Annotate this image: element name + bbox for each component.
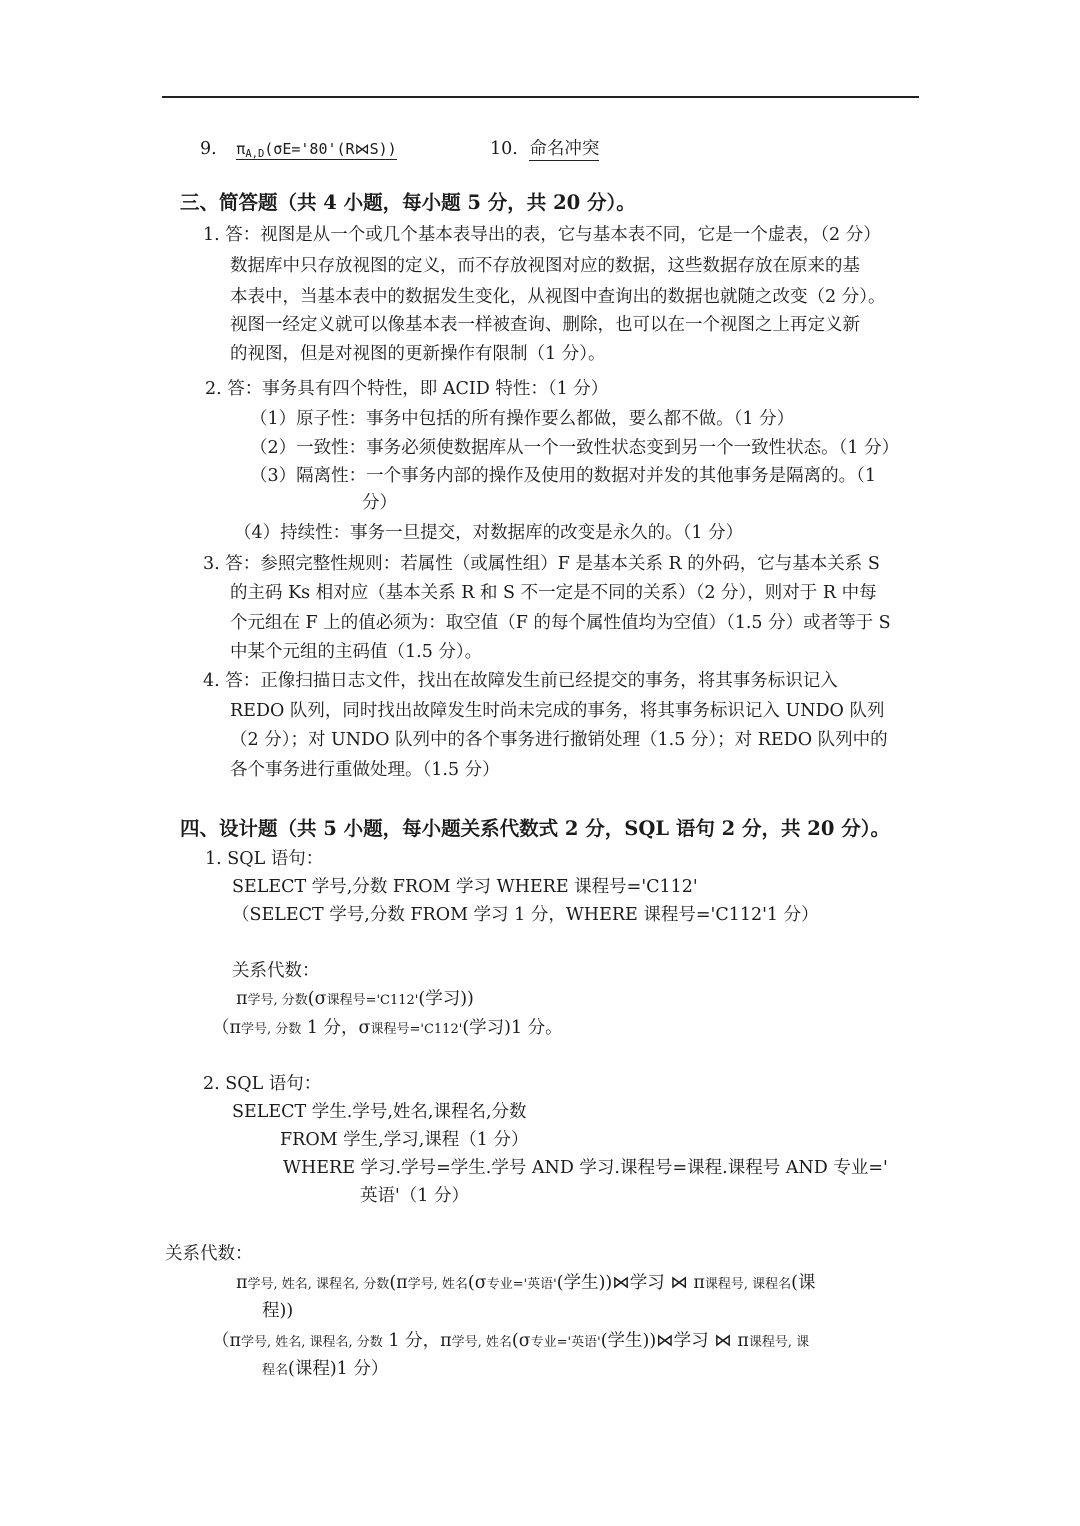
s4-q1-ra-expression: π学号, 分数(σ课程号='C112'(学习)) — [236, 989, 474, 1009]
s3-a1-line4: 视图一经定义就可以像基本表一样被查询、删除，也可以在一个视图之上再定义新 — [230, 315, 860, 335]
q9-number: 9. — [200, 139, 217, 159]
s4-q1-ra-score: （π学号, 分数 1 分，σ课程号='C112'(学习)1 分。 — [212, 1018, 563, 1038]
s4-q1-sql: SELECT 学号,分数 FROM 学习 WHERE 课程号='C112' — [232, 877, 698, 897]
s3-a4-line3: （2 分）；对 UNDO 队列中的各个事务进行撤销处理（1.5 分）；对 REDO 队列中的 — [230, 730, 888, 750]
section3-title: 三、简答题（共 4 小题，每小题 5 分，共 20 分）。 — [180, 191, 636, 214]
s3-a1-line3: 本表中，当基本表中的数据发生变化，从视图中查询出的数据也就随之改变（2 分）。 — [230, 287, 886, 307]
s3-a3-line1: 3. 答：参照完整性规则：若属性（或属性组）F 是基本关系 R 的外码，它与基本关系 S — [203, 554, 880, 574]
s4-q2-sql-line2: FROM 学生,学习,课程（1 分） — [280, 1130, 529, 1150]
s3-a1-line1: 1. 答：视图是从一个或几个基本表导出的表，它与基本表不同，它是一个虚表，（2 分） — [203, 225, 881, 245]
s3-a4-line2: REDO 队列，同时找出故障发生时尚未完成的事务，将其事务标识记入 UNDO 队列 — [230, 701, 885, 721]
s3-a4-line4: 各个事务进行重做处理。（1.5 分） — [230, 760, 500, 780]
s4-q1-sql-score: （SELECT 学号,分数 FROM 学习 1 分，WHERE 课程号='C112'1 分） — [232, 905, 819, 925]
s3-a2-line2: （1）原子性：事务中包括的所有操作要么都做，要么都不做。（1 分） — [250, 409, 795, 429]
s4-q2-sql-line3: WHERE 学习.学号=学生.学号 AND 学习.课程号=课程.课程号 AND 专业=' — [283, 1158, 888, 1178]
header-rule — [162, 96, 919, 98]
s3-a2-line5: 分） — [362, 493, 397, 513]
join-symbol: ⋈ — [656, 1331, 674, 1351]
join-symbol: ⋈ — [714, 1331, 732, 1351]
q9-expression: $\pi_{A,D}(\sigma E='80'(R⋈S))$ — [236, 140, 397, 160]
s3-a2-line3: （2）一致性：事务必须使数据库从一个一致性状态变到另一个一致性状态。（1 分） — [250, 438, 900, 458]
s4-q1-ra-label: 关系代数： — [232, 961, 320, 981]
s4-q2-sql-line4: 英语'（1 分） — [360, 1186, 470, 1206]
join-symbol: ⋈ — [612, 1273, 630, 1293]
s4-q2-sql-line1: SELECT 学生.学号,姓名,课程名,分数 — [232, 1102, 527, 1122]
s4-q1-label: 1. SQL 语句： — [205, 849, 324, 869]
s4-q2-ra-score-line2: 程名(课程)1 分） — [262, 1359, 389, 1379]
s3-a2-line4: （3）隔离性：一个事务内部的操作及使用的数据对并发的其他事务是隔离的。（1 — [250, 466, 877, 486]
s3-a3-line2: 的主码 Ks 相对应（基本关系 R 和 S 不一定是不同的关系）（2 分），则对于 R 中每 — [230, 583, 877, 603]
section4-title: 四、设计题（共 5 小题，每小题关系代数式 2 分，SQL 语句 2 分，共 20 分）。 — [180, 817, 890, 840]
s3-a3-line4: 中某个元组的主码值（1.5 分）。 — [230, 642, 483, 662]
s3-a3-line3: 个元组在 F 上的值必须为：取空值（F 的每个属性值均为空值）（1.5 分）或者等于 S — [230, 613, 891, 633]
s4-q2-ra-line1: π学号, 姓名, 课程名, 分数(π学号, 姓名(σ专业='英语'(学生))⋈学习 ⋈ π课程号, 课程名(课 — [236, 1273, 816, 1293]
s4-q2-label: 2. SQL 语句： — [203, 1074, 322, 1094]
s3-a1-line5: 的视图，但是对视图的更新操作有限制（1 分）。 — [230, 344, 606, 364]
s4-q2-ra-score-line1: （π学号, 姓名, 课程名, 分数 1 分，π学号, 姓名(σ专业='英语'(学生))⋈学习 ⋈ π课程号, 课 — [212, 1331, 810, 1351]
s3-a1-line2: 数据库中只存放视图的定义，而不存放视图对应的数据，这些数据存放在原来的基 — [230, 256, 860, 276]
join-symbol: ⋈ — [670, 1273, 688, 1293]
s3-a4-line1: 4. 答：正像扫描日志文件，找出在故障发生前已经提交的事务，将其事务标识记入 — [203, 671, 838, 691]
s3-a2-line1: 2. 答：事务具有四个特性，即 ACID 特性：（1 分） — [205, 379, 609, 399]
s4-q2-ra-label: 关系代数： — [165, 1244, 253, 1264]
q10-text: 命名冲突 — [529, 139, 600, 159]
s4-q2-ra-line2: 程)) — [262, 1301, 294, 1321]
q10-answer — [490, 138, 599, 160]
q9-answer — [200, 138, 397, 162]
s3-a2-line6: （4）持续性：事务一旦提交，对数据库的改变是永久的。（1 分） — [234, 523, 744, 543]
q10-number: 10. — [490, 139, 518, 159]
